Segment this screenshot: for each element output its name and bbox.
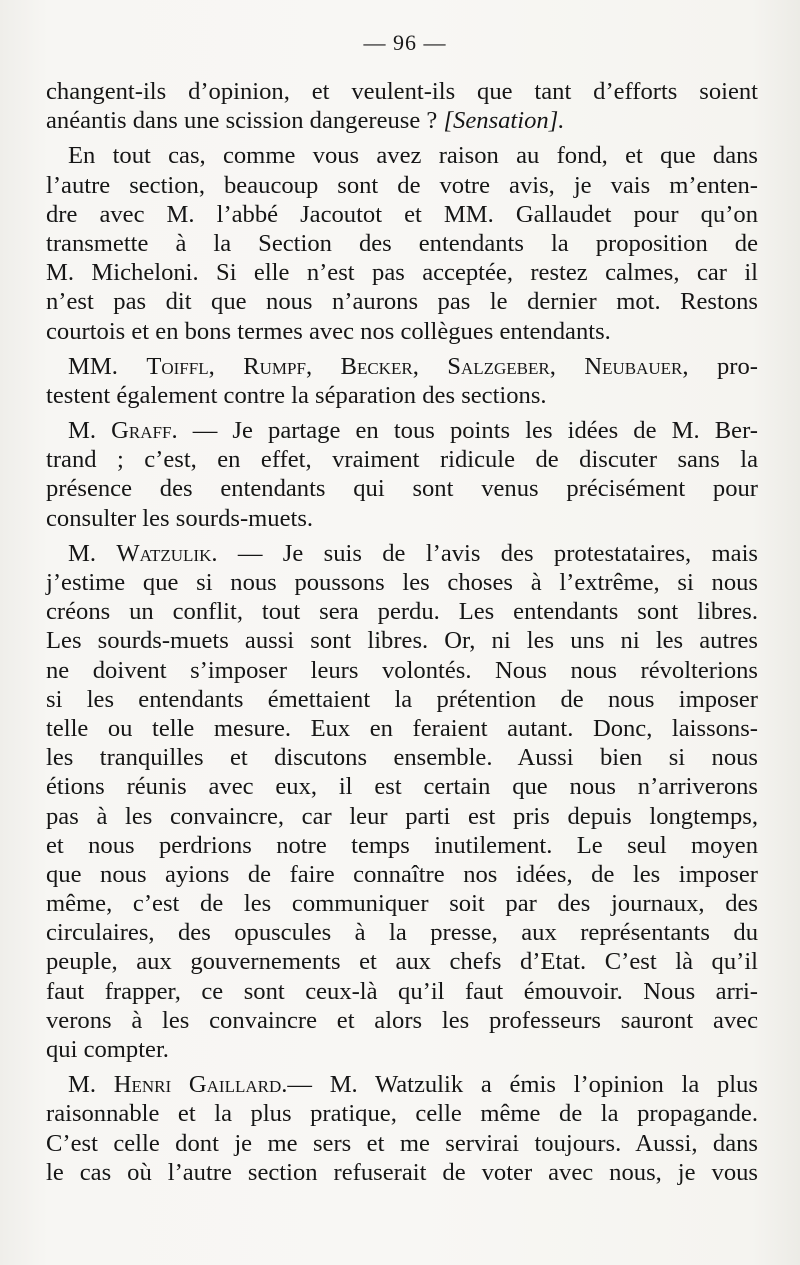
text-line: Les sourds-muets aussi sont libres. Or, ni les uns ni les autres xyxy=(46,627,758,655)
text-line: créons un conflit, tout sera perdu. Les entendants sont libres. xyxy=(46,598,758,626)
text-line: verons à les convaincre et alors les professeurs sauront avec xyxy=(46,1006,758,1034)
text-segment: M. xyxy=(68,1071,114,1099)
stage-note: [Sensation]. xyxy=(443,107,565,135)
speaker-name: Toiffl xyxy=(146,352,209,380)
text-line: ne doivent s’imposer leurs volontés. Nous nous révolterions xyxy=(46,656,758,684)
text-line: l’autre section, beaucoup sont de votre avis, je vais m’enten- xyxy=(46,171,758,199)
text-line: même, c’est de les communiquer soit par des journaux, des xyxy=(46,890,758,918)
text-line: trand ; c’est, en effet, vraiment ridicule de discuter sans la xyxy=(46,446,758,474)
text-segment: , xyxy=(305,352,341,380)
speaker-name: Graff xyxy=(111,417,172,445)
text-line: circulaires, des opuscules à la presse, aux représentants du xyxy=(46,919,758,947)
text-line: testent également contre la séparation des sections. xyxy=(46,381,547,409)
text-line: qui compter. xyxy=(46,1036,169,1063)
text-line: que nous ayions de faire connaître nos idées, de les imposer xyxy=(46,860,758,888)
body-text xyxy=(46,77,758,1187)
text-segment: anéantis dans une scission dangereuse ? xyxy=(46,107,444,135)
text-line xyxy=(46,1070,758,1099)
text-line: C’est celle dont je me sers et me servirai toujours. Aussi, dans xyxy=(46,1129,758,1157)
page-number: — 96 — xyxy=(363,30,447,55)
text-segment: , xyxy=(412,352,448,380)
text-line: consulter les sourds-muets. xyxy=(46,504,314,532)
text-line: et nous perdrions notre temps inutilement. Le seul moyen xyxy=(46,831,758,859)
speaker-name: Neubauer xyxy=(584,352,683,380)
text-line: peuple, aux gouvernements et aux chefs d’Etat. C’est là qu’il xyxy=(46,948,758,976)
text-line xyxy=(46,539,758,568)
text-line: si les entendants émettaient la prétention de nous imposer xyxy=(46,685,758,713)
speaker-name: Salzgeber xyxy=(447,352,550,380)
text-segment: . — Je suis de l’avis des protestataires, mais xyxy=(211,539,758,567)
text-line xyxy=(46,416,758,445)
text-segment: , pro- xyxy=(682,352,758,380)
text-line xyxy=(46,352,758,381)
text-segment: M. xyxy=(68,539,117,567)
speaker-name: Becker xyxy=(340,352,413,380)
text-line: faut frapper, ce sont ceux-là qu’il faut émouvoir. Nous arri- xyxy=(46,977,758,1005)
text-segment: , xyxy=(208,352,244,380)
speaker-name: Watzulik xyxy=(116,539,212,567)
text-segment: M. xyxy=(68,417,112,445)
text-line: j’estime que si nous poussons les choses à l’extrême, si nous xyxy=(46,569,758,596)
text-line: présence des entendants qui sont venus précisément pour xyxy=(46,475,758,503)
speaker-name: Henri Gaillard xyxy=(113,1071,282,1099)
text-segment: , xyxy=(549,352,585,380)
text-line: courtois et en bons termes avec nos collègues entendants. xyxy=(46,317,611,345)
text-segment: .— M. Watzulik a émis l’opinion la plus xyxy=(281,1071,758,1099)
text-segment: . — Je partage en tous points les idées de M. Ber- xyxy=(171,417,758,445)
text-line: dre avec M. l’abbé Jacoutot et MM. Gallaudet pour qu’on xyxy=(46,200,758,228)
text-line: pas à les convaincre, car leur parti est pris depuis longtemps, xyxy=(46,802,758,830)
text-line: telle ou telle mesure. Eux en feraient autant. Donc, laissons- xyxy=(46,714,758,742)
text-line: n’est pas dit que nous n’aurons pas le dernier mot. Restons xyxy=(46,288,758,316)
text-line: En tout cas, comme vous avez raison au fond, et que dans xyxy=(68,142,758,170)
text-line: les tranquilles et discutons ensemble. Aussi bien si nous xyxy=(46,744,758,772)
text-line: transmette à la Section des entendants la proposition de xyxy=(46,229,758,257)
text-line: le cas où l’autre section refuserait de voter avec nous, je vous xyxy=(46,1158,758,1186)
text-line: M. Micheloni. Si elle n’est pas acceptée, restez calmes, car il xyxy=(46,259,758,287)
text-line: changent-ils d’opinion, et veulent-ils que tant d’efforts soient xyxy=(46,78,758,105)
text-line: raisonnable et la plus pratique, celle même de la propagande. xyxy=(46,1100,758,1128)
text-line xyxy=(46,106,758,135)
speaker-name: Rumpf xyxy=(243,352,306,380)
text-line: étions réunis avec eux, il est certain que nous n’arriverons xyxy=(46,773,758,801)
text-segment: MM. xyxy=(68,352,147,380)
